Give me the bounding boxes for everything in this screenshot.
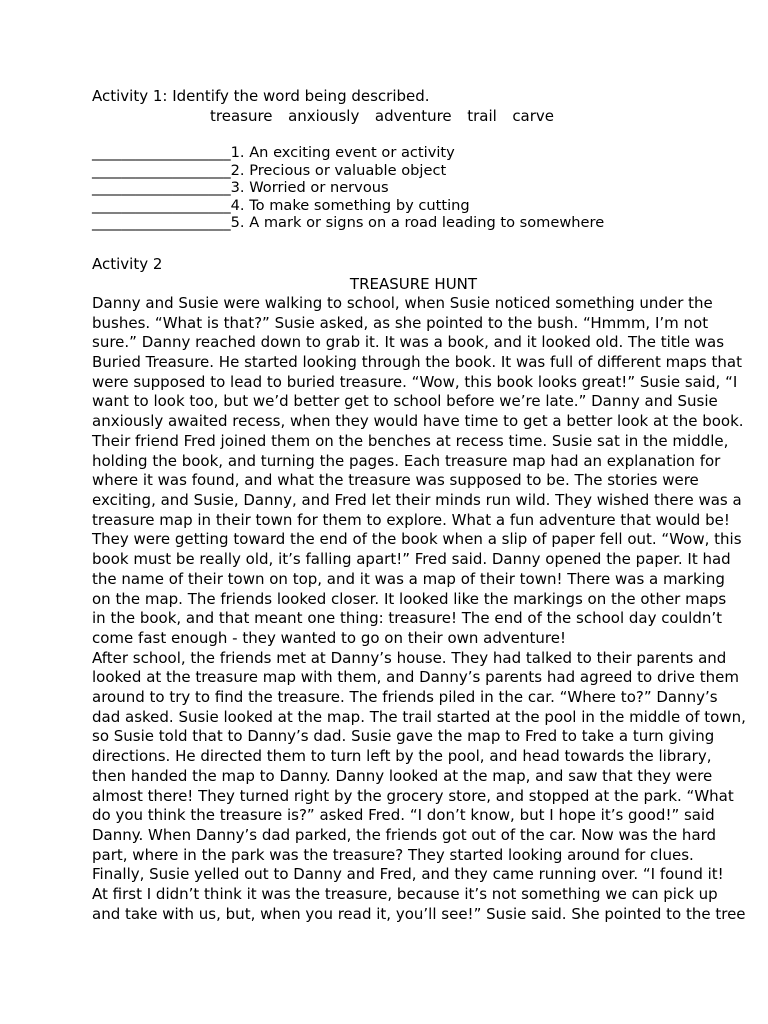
activity1-item-5	[92, 214, 692, 232]
activity1-heading: Activity 1: Identify the word being described.	[92, 87, 430, 105]
activity1-item-4	[92, 197, 692, 215]
story-paragraph-2-line: then handed the map to Danny. Danny looked at the map, and saw that they were	[92, 766, 713, 785]
story-paragraph-2-line: dad asked. Susie looked at the map. The trail started at the pool in the middle of town,	[92, 707, 746, 726]
answer-blank-5[interactable]: ___________________	[92, 214, 231, 232]
story-paragraph-2	[92, 648, 746, 925]
story-paragraph-2-line: Finally, Susie yelled out to Danny and Fred, and they came running over. “I found it!	[92, 865, 724, 884]
item-text-4: 4. To make something by cutting	[230, 196, 470, 214]
story-paragraph-1-line: on the map. The friends looked closer. It looked like the markings on the other maps	[92, 589, 727, 608]
worksheet-page	[92, 86, 746, 924]
story-paragraph-2-line: part, where in the park was the treasure? They started looking around for clues.	[92, 845, 694, 864]
story-paragraph-2-line: almost there! They turned right by the grocery store, and stopped at the park. “What	[92, 786, 734, 805]
story-paragraph-1-line: book must be really old, it’s falling apart!” Fred said. Danny opened the paper. It had	[92, 550, 731, 569]
story-paragraph-1-line: exciting, and Susie, Danny, and Fred let their minds run wild. They wished there was a	[92, 491, 742, 509]
activity2-heading: Activity 2	[92, 254, 163, 273]
story-body	[92, 293, 746, 925]
story-paragraph-1-line: treasure map in their town for them to explore. What a fun adventure that would be!	[92, 510, 730, 529]
story-paragraph-1-line: They were getting toward the end of the book when a slip of paper fell out. “Wow, this	[92, 530, 742, 549]
story-paragraph-2-line: looked at the treasure map with them, and Danny’s parents had agreed to drive them	[92, 668, 739, 687]
story-paragraph-2-line: around to try to find the treasure. The friends piled in the car. “Where to?” Danny’s	[92, 688, 718, 707]
story-paragraph-1-line: Buried Treasure. He started looking through the book. It was full of different maps that	[92, 353, 742, 372]
story-paragraph-2-line: Danny. When Danny’s dad parked, the friends got out of the car. Now was the hard	[92, 825, 717, 844]
story-paragraph-1-line: where it was found, and what the treasure was supposed to be. The stories were	[92, 471, 699, 490]
story-paragraph-2-line: do you think the treasure is?” asked Fred. “I don’t know, but I hope it’s good!” said	[92, 806, 715, 825]
answer-blank-2[interactable]: ___________________	[92, 161, 231, 179]
story-paragraph-1-line: anxiously awaited recess, when they would have time to get a better look at the book.	[92, 412, 744, 431]
story-paragraph-1-line: holding the book, and turning the pages. Each treasure map had an explanation for	[92, 451, 721, 470]
spacer	[92, 126, 692, 144]
story-paragraph-2-line: so Susie told that to Danny’s dad. Susie gave the map to Fred to take a turn giving	[92, 727, 715, 746]
activity1-item-1	[92, 144, 692, 162]
item-text-1: 1. An exciting event or activity	[230, 144, 455, 161]
story-paragraph-1-line: bushes. “What is that?” Susie asked, as she pointed to the bush. “Hmmm, I’m not	[92, 313, 709, 332]
story-paragraph-2-line: After school, the friends met at Danny’s house. They had talked to their parents and	[92, 648, 727, 667]
story-paragraph-1-line: want to look too, but we’d better get to school before we’re late.” Danny and Susie	[92, 392, 718, 411]
story-paragraph-1	[92, 293, 744, 649]
activity1-item-list	[92, 144, 692, 232]
item-text-5: 5. A mark or signs on a road leading to somewhere	[230, 214, 605, 232]
story-paragraph-1-line: sure.” Danny reached down to grab it. It was a book, and it looked old. The title was	[92, 333, 725, 352]
story-paragraph-2-line: and take with us, but, when you read it, you’ll see!” Susie said. She pointed to the tree	[92, 904, 746, 923]
story-paragraph-1-line: in the book, and that meant one thing: treasure! The end of the school day couldn’t	[92, 609, 723, 628]
word-bank: treasure anxiously adventure trail carve	[210, 107, 555, 125]
activity1-item-3	[92, 179, 692, 197]
story-paragraph-2-line: directions. He directed them to turn left by the pool, and head towards the library,	[92, 747, 712, 766]
story-paragraph-2-line: At first I didn’t think it was the treasure, because it’s not something we can pick up	[92, 885, 718, 904]
answer-blank-3[interactable]: ___________________	[92, 179, 231, 197]
item-text-3: 3. Worried or nervous	[230, 179, 389, 197]
activity1-item-2	[92, 162, 692, 180]
story-paragraph-1-line: were supposed to lead to buried treasure. “Wow, this book looks great!” Susie said, “I	[92, 372, 738, 391]
story-paragraph-1-line: come fast enough - they wanted to go on their own adventure!	[92, 628, 566, 647]
story-paragraph-1-line: the name of their town on top, and it was a map of their town! There was a marking	[92, 569, 725, 588]
story-title: TREASURE HUNT	[349, 274, 478, 293]
answer-blank-1[interactable]: ___________________	[92, 144, 231, 161]
answer-blank-4[interactable]: ___________________	[92, 196, 231, 214]
item-text-2: 2. Precious or valuable object	[230, 161, 447, 179]
story-paragraph-1-line: Danny and Susie were walking to school, when Susie noticed something under the	[92, 293, 713, 312]
story-paragraph-1-line: Their friend Fred joined them on the benches at recess time. Susie sat in the middle,	[92, 431, 729, 450]
